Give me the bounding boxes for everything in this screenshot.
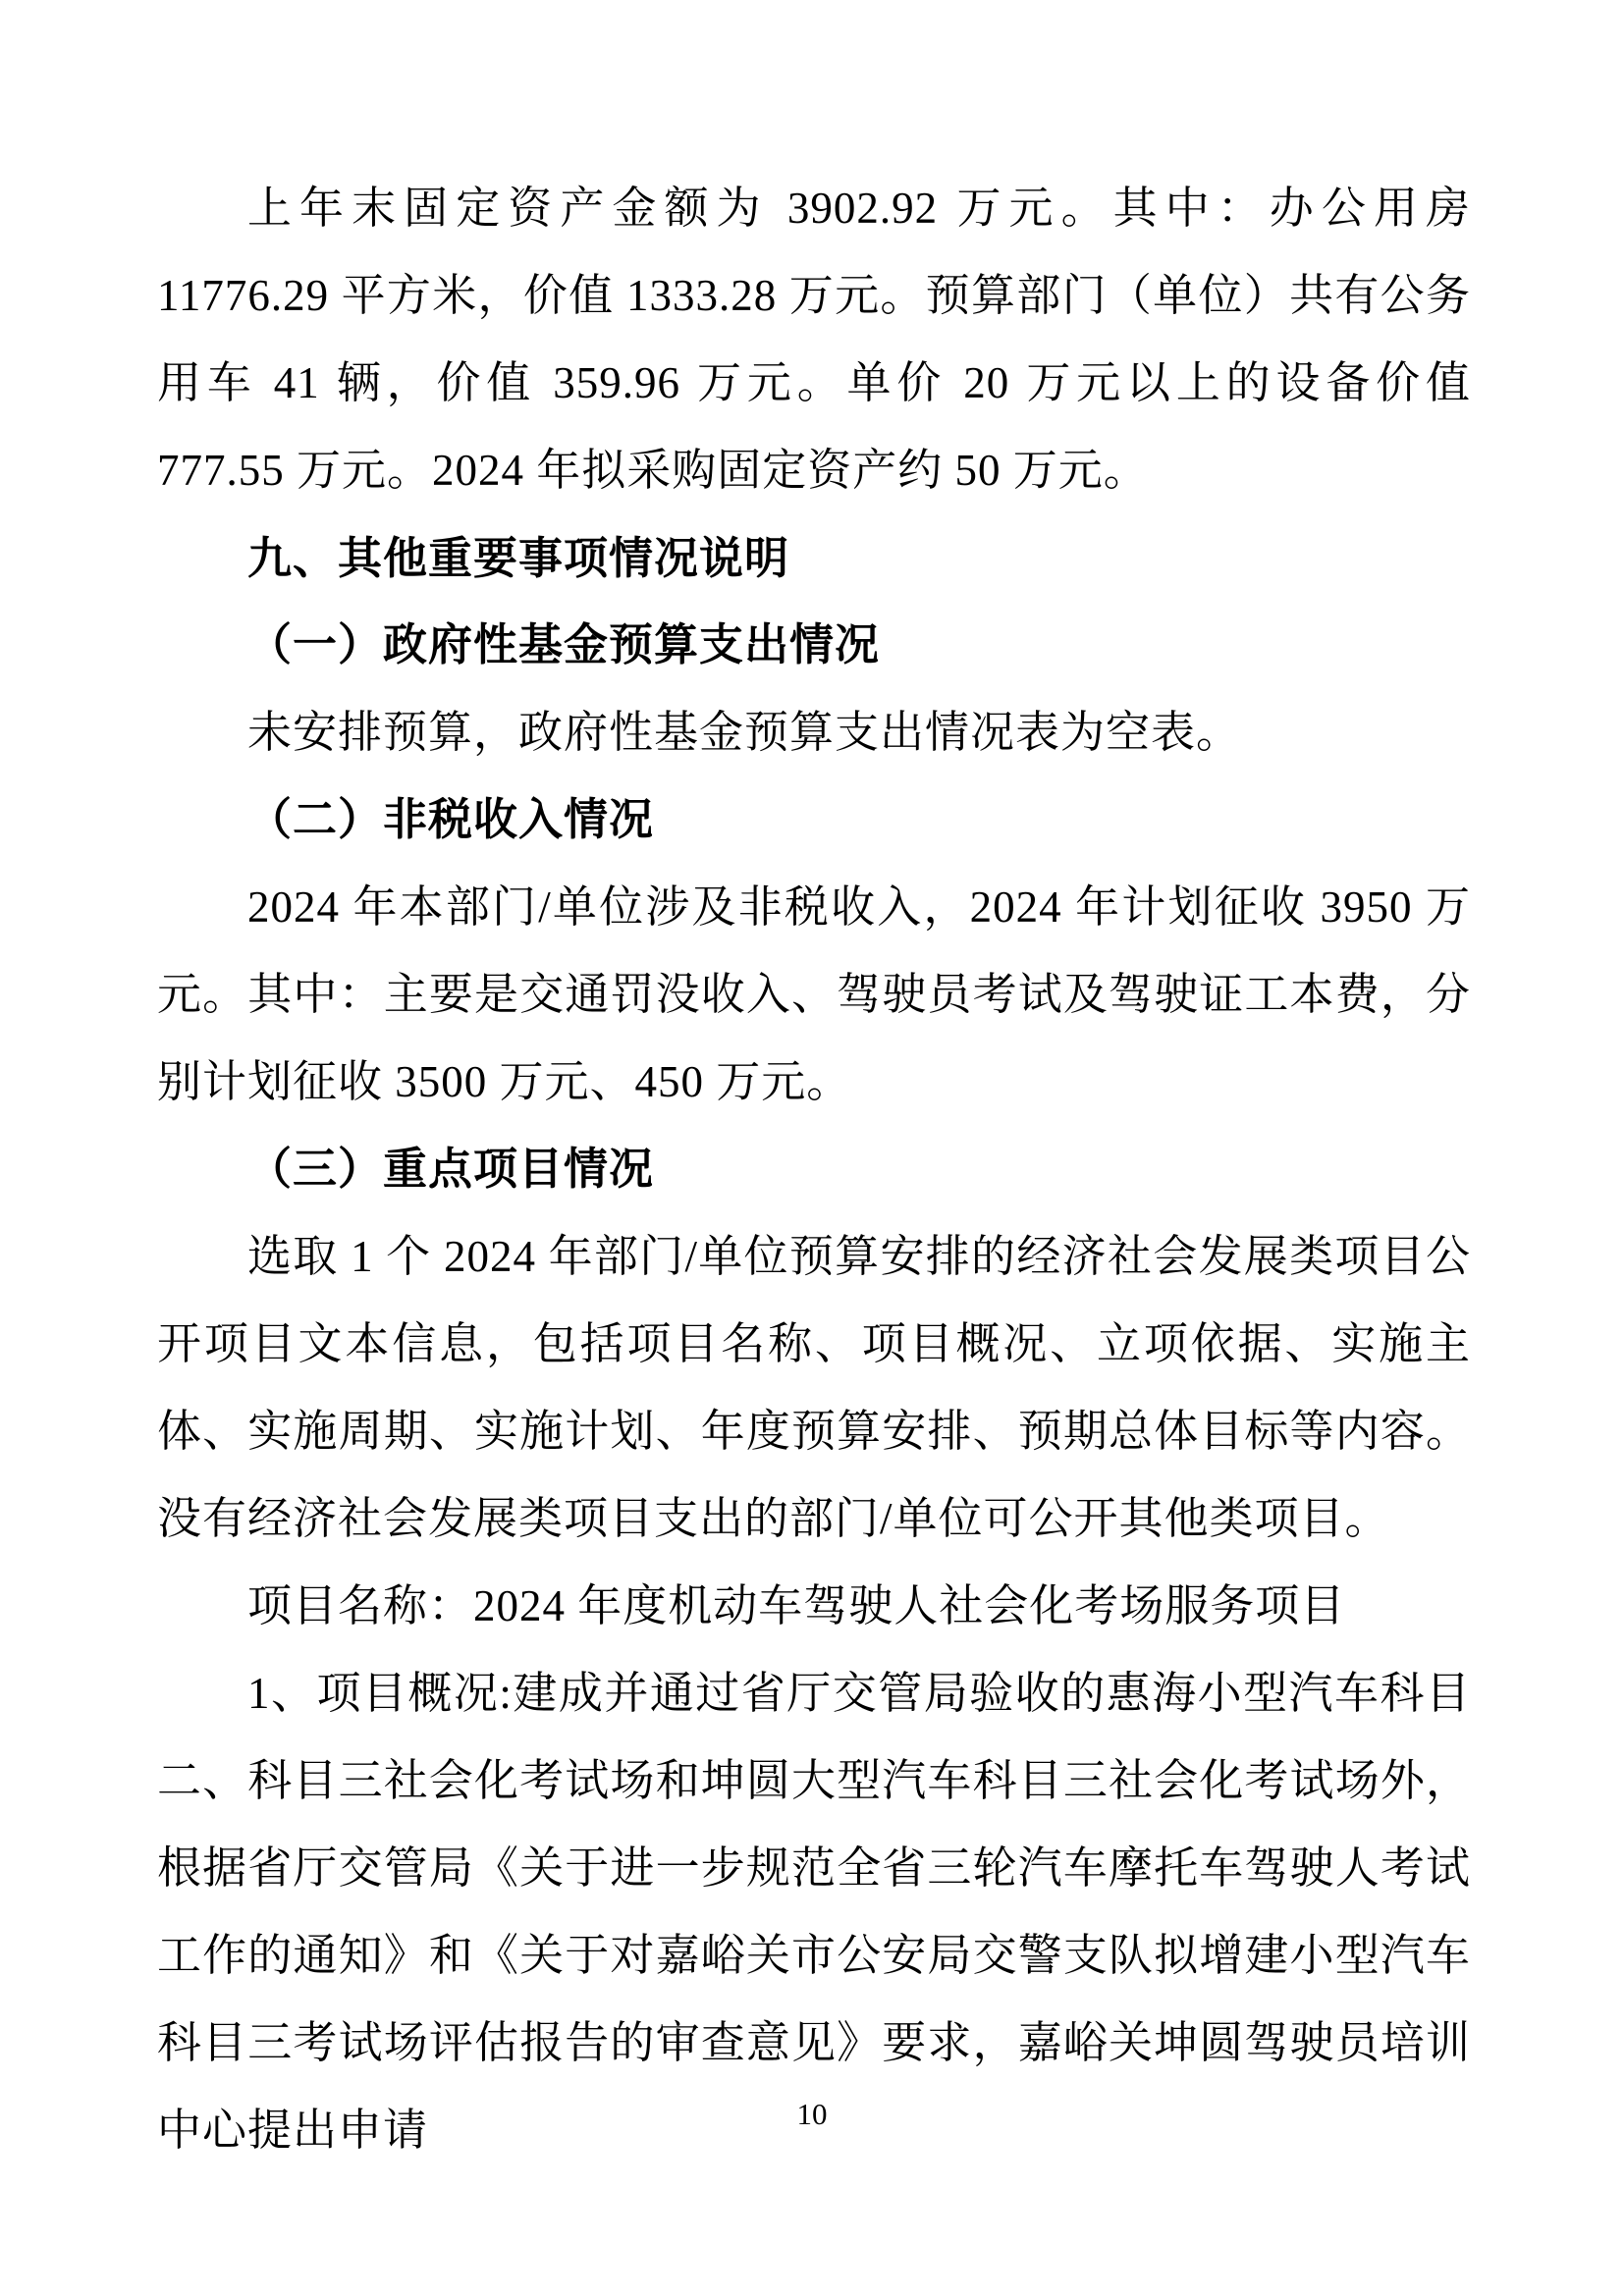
paragraph-project-name: 项目名称：2024 年度机动车驾驶人社会化考场服务项目 [247, 1581, 1346, 1630]
paragraph-fixed-assets: 上年末固定资产金额为 3902.92 万元。其中：办公用房 11776.29 平方米，价值 1333.28 万元。预算部门（单位）共有公务用车 41 辆，价值 359.96 万元。单价 20 万元以上的设备价值 777.55 万元。2024 年拟采购固定资产约 50 万元。 [157, 184, 1471, 495]
paragraph-nontax-revenue-detail: 2024 年本部门/单位涉及非税收入，2024 年计划征收 3950 万元。其中：主要是交通罚没收入、驾驶员考试及驾驶证工本费，分别计划征收 3500 万元、450 万元。 [157, 882, 1471, 1106]
document-body [157, 165, 1471, 2174]
heading-sub-three-key-projects: （三）重点项目情况 [247, 1145, 655, 1194]
heading-sub-two-nontax-revenue: （二）非税收入情况 [247, 795, 655, 844]
heading-section-nine-other-important-matters: 九、其他重要事项情况说明 [247, 533, 790, 583]
paragraph-key-project-selection: 选取 1 个 2024 年部门/单位预算安排的经济社会发展类项目公开项目文本信息，包括项目名称、项目概况、立项依据、实施主体、实施周期、实施计划、年度预算安排、预期总体目标等内容。没有经济社会发展类项目支出的部门/单位可公开其他类项目。 [157, 1232, 1471, 1543]
heading-sub-one-government-fund-budget: （一）政府性基金预算支出情况 [247, 620, 881, 669]
paragraph-fund-budget-empty-table: 未安排预算，政府性基金预算支出情况表为空表。 [247, 708, 1242, 757]
page-number: 10 [796, 2097, 828, 2131]
paragraph-project-overview: 1、项目概况:建成并通过省厅交管局验收的惠海小型汽车科目二、科目三社会化考试场和坤圆大型汽车科目三社会化考试场外，根据省厅交管局《关于进一步规范全省三轮汽车摩托车驾驶人考试工作的通知》和《关于对嘉峪关市公安局交警支队拟增建小型汽车科目三考试场评估报告的审查意见》要求，嘉峪关坤圆驾驶员培训中心提出申请 [157, 1669, 1471, 2155]
